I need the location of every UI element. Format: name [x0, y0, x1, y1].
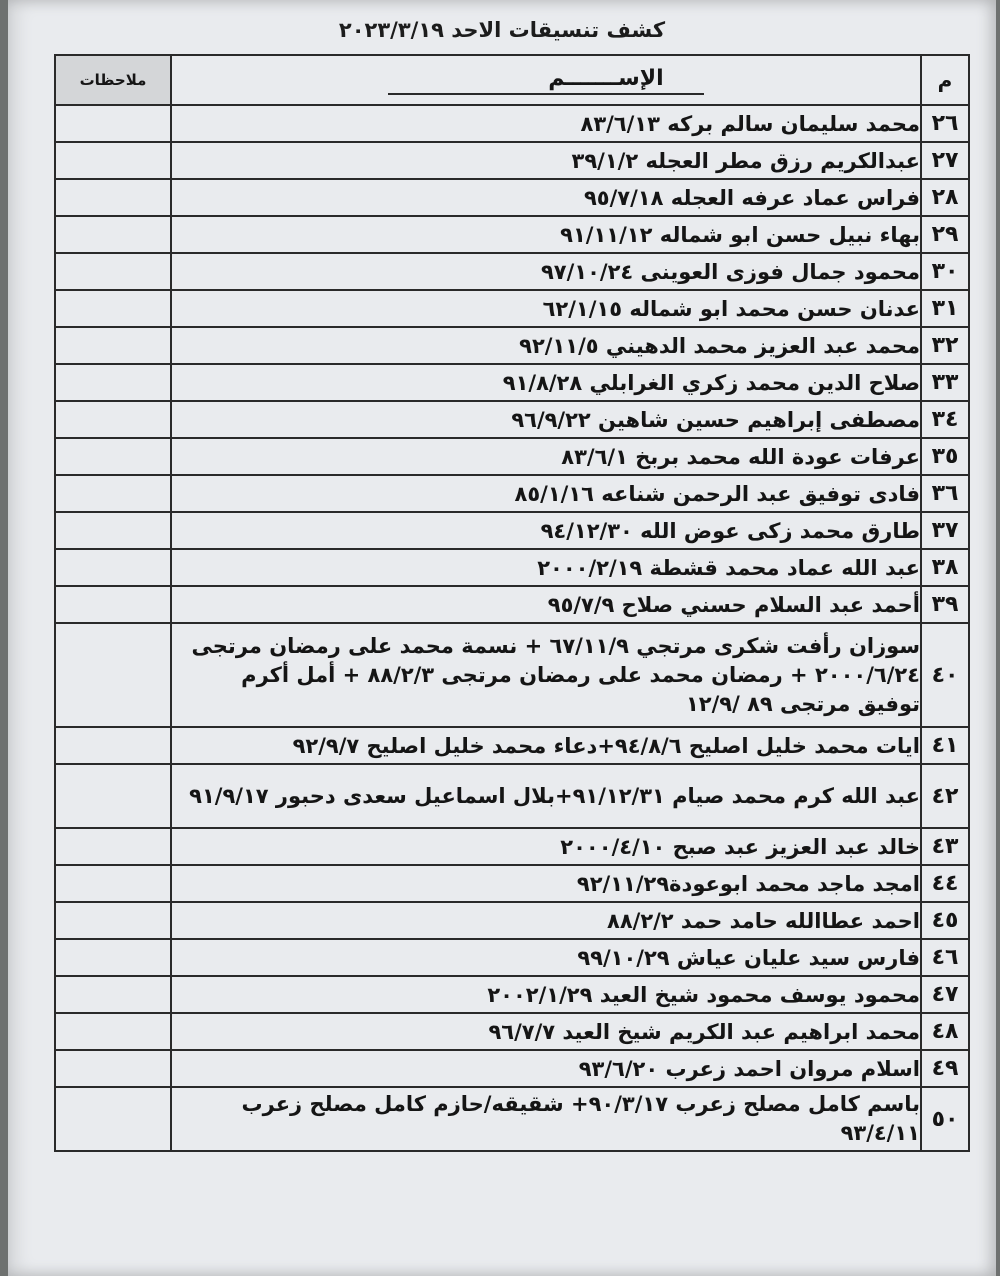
- row-number: ٤٧: [921, 976, 969, 1013]
- table-row: [55, 1050, 969, 1087]
- table-row: [55, 1087, 969, 1151]
- table-row: [55, 438, 969, 475]
- row-notes: [55, 902, 171, 939]
- row-number: ٣٣: [921, 364, 969, 401]
- row-notes: [55, 1050, 171, 1087]
- row-notes: [55, 105, 171, 142]
- row-name: مصطفى إبراهيم حسين شاهين ٩٦/٩/٢٢: [171, 401, 921, 438]
- table-row: [55, 549, 969, 586]
- table-row: [55, 364, 969, 401]
- row-name: اسلام مروان احمد زعرب ٩٣/٦/٢٠: [171, 1050, 921, 1087]
- row-number: ٢٨: [921, 179, 969, 216]
- row-number: ٤٩: [921, 1050, 969, 1087]
- row-number: ٢٩: [921, 216, 969, 253]
- row-number: ٤٣: [921, 828, 969, 865]
- row-notes: [55, 976, 171, 1013]
- row-notes: [55, 764, 171, 828]
- row-name: عبدالكريم رزق مطر العجله ٣٩/١/٢: [171, 142, 921, 179]
- row-name: باسم كامل مصلح زعرب ٩٠/٣/١٧+ شقيقه/حازم كامل مصلح زعرب ٩٣/٤/١١: [171, 1087, 921, 1151]
- row-number: ٤١: [921, 727, 969, 764]
- row-number: ٣٨: [921, 549, 969, 586]
- table-row: [55, 764, 969, 828]
- row-notes: [55, 364, 171, 401]
- row-number: ٤٦: [921, 939, 969, 976]
- table-row: [55, 290, 969, 327]
- table-row: [55, 727, 969, 764]
- number-column-header: م: [921, 55, 969, 105]
- table-header-row: [55, 55, 969, 105]
- table-row: [55, 623, 969, 727]
- row-number: ٣٢: [921, 327, 969, 364]
- row-number: ٣٦: [921, 475, 969, 512]
- row-number: ٢٧: [921, 142, 969, 179]
- table-row: [55, 902, 969, 939]
- row-name: خالد عبد العزيز عبد صبح ٢٠٠٠/٤/١٠: [171, 828, 921, 865]
- table-row: [55, 142, 969, 179]
- row-number: ٤٤: [921, 865, 969, 902]
- row-name: صلاح الدين محمد زكري الغرابلي ٩١/٨/٢٨: [171, 364, 921, 401]
- table-row: [55, 586, 969, 623]
- row-number: ٣٤: [921, 401, 969, 438]
- table-row: [55, 828, 969, 865]
- row-number: ٤٨: [921, 1013, 969, 1050]
- row-notes: [55, 142, 171, 179]
- row-number: ٣١: [921, 290, 969, 327]
- table-row: [55, 1013, 969, 1050]
- roster-table: [54, 54, 970, 1152]
- paper-sheet: [8, 0, 996, 1276]
- row-notes: [55, 727, 171, 764]
- row-name: طارق محمد زكى عوض الله ٩٤/١٢/٣٠: [171, 512, 921, 549]
- row-name: سوزان رأفت شكرى مرتجي ٦٧/١١/٩ + نسمة محمد على رمضان مرتجى ٢٠٠٠/٦/٢٤ + رمضان محمد على رمضان مرتجى ٨٨/٢/٣ + أمل أكرم توفيق مرتجى ٨٩ /١٢/٩: [171, 623, 921, 727]
- table-row: [55, 865, 969, 902]
- row-notes: [55, 179, 171, 216]
- table-row: [55, 253, 969, 290]
- row-notes: [55, 327, 171, 364]
- row-notes: [55, 623, 171, 727]
- row-name: ايات محمد خليل اصليح ٩٤/٨/٦+دعاء محمد خليل اصليح ٩٢/٩/٧: [171, 727, 921, 764]
- row-number: ٣٩: [921, 586, 969, 623]
- row-number: ٣٧: [921, 512, 969, 549]
- row-notes: [55, 865, 171, 902]
- row-name: بهاء نبيل حسن ابو شماله ٩١/١١/١٢: [171, 216, 921, 253]
- row-name: امجد ماجد محمد ابوعودة٩٢/١١/٢٩: [171, 865, 921, 902]
- row-notes: [55, 1013, 171, 1050]
- row-number: ٢٦: [921, 105, 969, 142]
- row-notes: [55, 401, 171, 438]
- table-row: [55, 976, 969, 1013]
- row-notes: [55, 549, 171, 586]
- row-name: أحمد عبد السلام حسني صلاح ٩٥/٧/٩: [171, 586, 921, 623]
- row-number: ٤٠: [921, 623, 969, 727]
- row-notes: [55, 253, 171, 290]
- table-row: [55, 475, 969, 512]
- table-row: [55, 179, 969, 216]
- row-number: ٤٢: [921, 764, 969, 828]
- row-name: محمود جمال فوزى العوينى ٩٧/١٠/٢٤: [171, 253, 921, 290]
- row-name: فراس عماد عرفه العجله ٩٥/٧/١٨: [171, 179, 921, 216]
- table-row: [55, 401, 969, 438]
- row-notes: [55, 438, 171, 475]
- row-number: ٣٠: [921, 253, 969, 290]
- row-notes: [55, 828, 171, 865]
- row-name: محمد سليمان سالم بركه ٨٣/٦/١٣: [171, 105, 921, 142]
- row-number: ٣٥: [921, 438, 969, 475]
- row-number: ٥٠: [921, 1087, 969, 1151]
- table-row: [55, 105, 969, 142]
- row-name: محمد عبد العزيز محمد الدهيني ٩٢/١١/٥: [171, 327, 921, 364]
- table-row: [55, 939, 969, 976]
- table-row: [55, 327, 969, 364]
- row-name: عبد الله كرم محمد صيام ٩١/١٢/٣١+بلال اسماعيل سعدى دحبور ٩١/٩/١٧: [171, 764, 921, 828]
- row-name: عبد الله عماد محمد قشطة ٢٠٠٠/٢/١٩: [171, 549, 921, 586]
- name-header-label: الإســـــــم: [388, 66, 703, 95]
- name-column-header: [171, 55, 921, 105]
- row-name: فارس سيد عليان عياش ٩٩/١٠/٢٩: [171, 939, 921, 976]
- row-notes: [55, 1087, 171, 1151]
- row-notes: [55, 290, 171, 327]
- table-row: [55, 512, 969, 549]
- row-notes: [55, 586, 171, 623]
- row-name: فادى توفيق عبد الرحمن شناعه ٨٥/١/١٦: [171, 475, 921, 512]
- row-notes: [55, 512, 171, 549]
- row-name: محمود يوسف محمود شيخ العيد ٢٠٠٢/١/٢٩: [171, 976, 921, 1013]
- row-notes: [55, 216, 171, 253]
- row-notes: [55, 475, 171, 512]
- notes-column-header: ملاحظات: [55, 55, 171, 105]
- row-name: محمد ابراهيم عبد الكريم شيخ العيد ٩٦/٧/٧: [171, 1013, 921, 1050]
- row-name: احمد عطاالله حامد حمد ٨٨/٢/٢: [171, 902, 921, 939]
- page-title: كشف تنسيقات الاحد ٢٠٢٣/٣/١٩: [338, 18, 666, 42]
- row-name: عدنان حسن محمد ابو شماله ٦٢/١/١٥: [171, 290, 921, 327]
- row-notes: [55, 939, 171, 976]
- table-row: [55, 216, 969, 253]
- row-name: عرفات عودة الله محمد بربخ ٨٣/٦/١: [171, 438, 921, 475]
- row-number: ٤٥: [921, 902, 969, 939]
